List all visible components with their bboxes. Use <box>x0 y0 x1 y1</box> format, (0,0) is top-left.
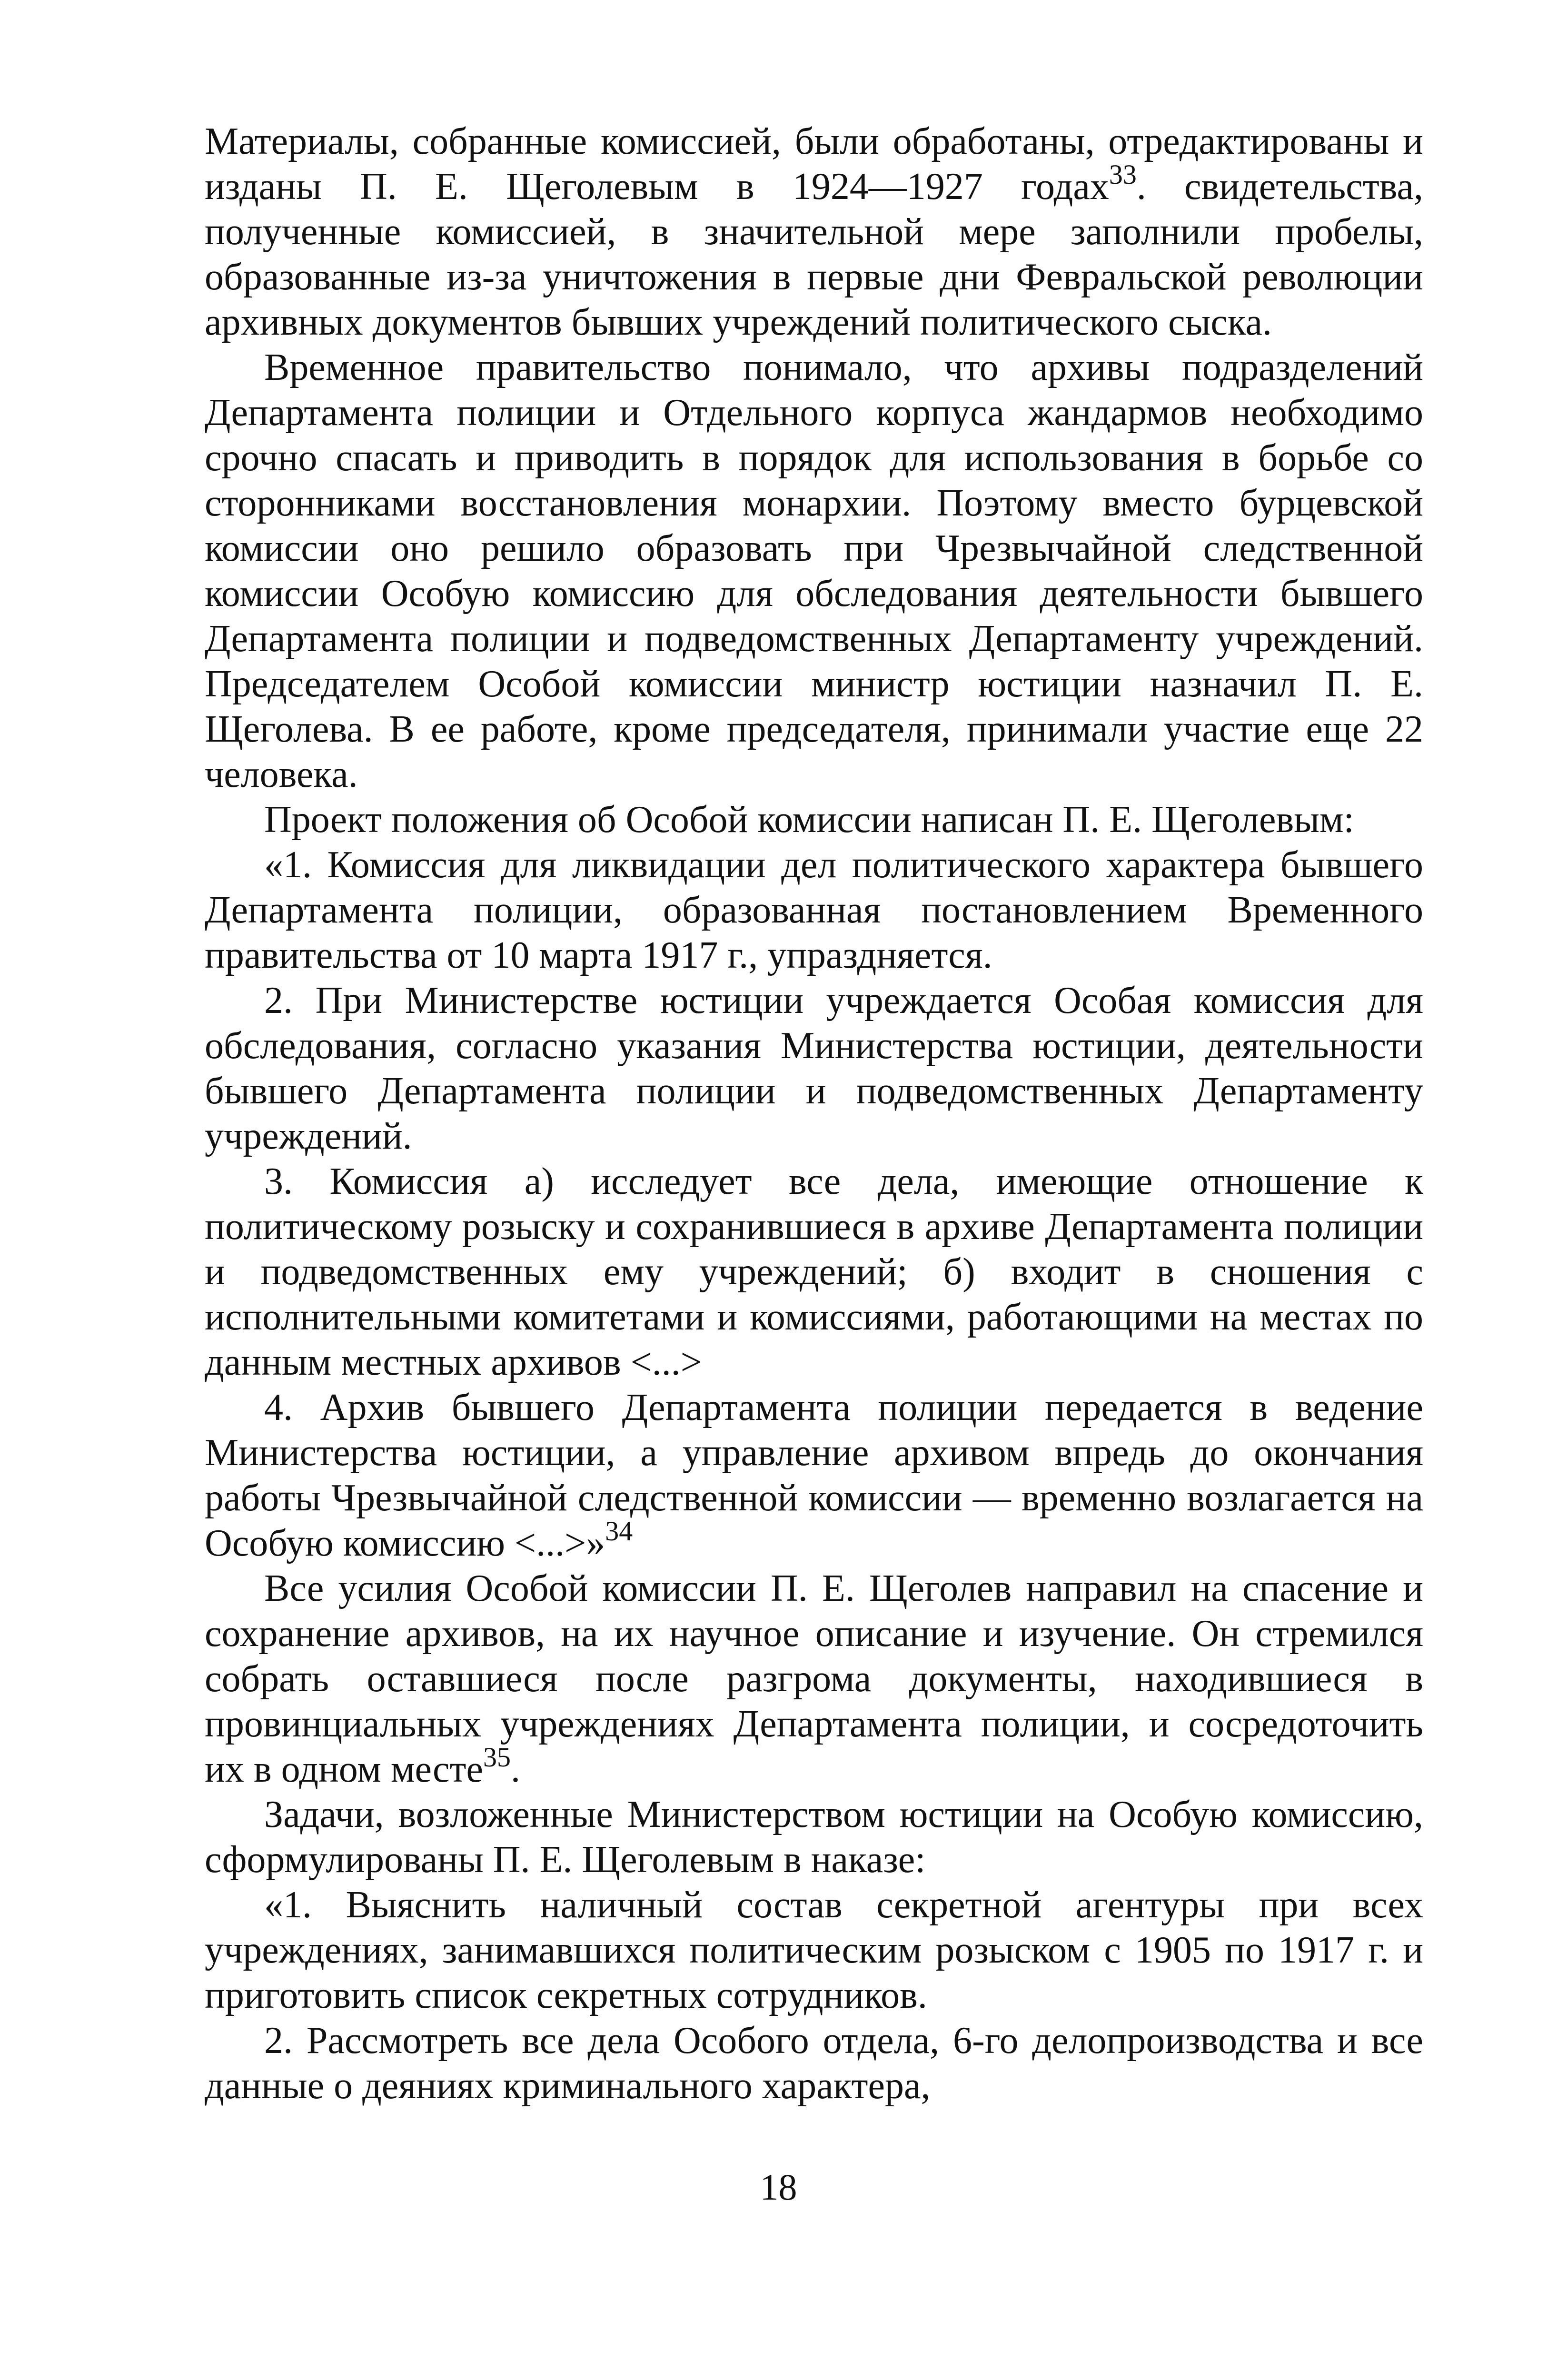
paragraph <box>205 345 1423 797</box>
paragraph <box>205 1159 1423 1385</box>
paragraph-text: 2. При Министерстве юстиции учреждается Особая комиссия для обследования, согласно указания Министерства юстиции, деятельности бывшего Департамента полиции и подведомственных Департаменту учреждений. <box>205 980 1423 1157</box>
footnote-ref: 33 <box>1109 159 1137 190</box>
paragraph <box>205 797 1423 843</box>
body-text <box>205 119 1423 2109</box>
paragraph <box>205 1566 1423 1792</box>
paragraph-text: 3. Комиссия а) исследует все дела, имеющие отношение к политическому розыску и сохранившиеся в архиве Департамента полиции и подведомственных ему учреждений; б) входит в сношения с исполнительными комитетами и комиссиями, работающими на местах по данным местных архивов <...> <box>205 1160 1423 1383</box>
paragraph-text: Задачи, возложенные Министерством юстиции на Особую комиссию, сформулированы П. Е. Щеголевым в наказе: <box>205 1794 1423 1881</box>
paragraph <box>205 1883 1423 2018</box>
paragraph-text: 4. Архив бывшего Департамента полиции передается в ведение Министерства юстиции, а управление архивом впредь до окончания работы Чрезвычайной следственной комиссии — временно возлагается на Особую комиссию <...>» <box>205 1387 1423 1564</box>
paragraph-text: «1. Выяснить наличный состав секретной агентуры при всех учреждениях, занимавшихся политическим розыском с 1905 по 1917 г. и приготовить список секретных сотрудников. <box>205 1884 1423 2016</box>
paragraph <box>205 2018 1423 2109</box>
page-number: 18 <box>760 2166 797 2208</box>
paragraph-text: Все усилия Особой комиссии П. Е. Щеголев направил на спасение и сохранение архивов, на их научное описание и изучение. Он стремился собрать оставшиеся после разгрома документы, находившиеся в провинциальных учреждениях Департамента полиции, и сосредоточить их в одном месте <box>205 1567 1423 1790</box>
paragraph-text: «1. Комиссия для ликвидации дел политического характера бывшего Департамента полиции, образованная постановлением Временного правительства от 10 марта 1917 г., упраздняется. <box>205 844 1423 976</box>
paragraph-text: Временное правительство понимало, что архивы подразделений Департамента полиции и Отдельного корпуса жандармов необходимо срочно спасать и приводить в порядок для использования в борьбе со сторонниками восстановления монархии. Поэтому вместо бурцевской комиссии оно решило образовать при Чрезвычайной следственной комиссии Особую комиссию для обследования деятельности бывшего Департамента полиции и подведомственных Департаменту учреждений. Председателем Особой комиссии министр юстиции назначил П. Е. Щеголева. В ее работе, кроме председателя, принимали участие еще 22 человека. <box>205 347 1423 795</box>
paragraph-text: Проект положения об Особой комиссии написан П. Е. Щеголевым: <box>264 799 1354 841</box>
footnote-ref: 35 <box>483 1742 511 1773</box>
paragraph-tail: . <box>511 1748 520 1790</box>
paragraph-tail: . свидетельства, полученные комиссией, в значительной мере заполнили пробелы, образованные из-за уничтожения в первые дни Февральской революции архивных документов бывших учреждений политического сыска. <box>205 166 1424 343</box>
paragraph <box>205 1385 1423 1566</box>
paragraph <box>205 119 1423 345</box>
paragraph-text: Материалы, собранные комиссией, были обработаны, отредактированы и изданы П. Е. Щеголевым в 1924—1927 годах <box>205 120 1423 208</box>
paragraph <box>205 1792 1423 1883</box>
paragraph-text: 2. Рассмотреть все дела Особого отдела, 6-го делопроизводства и все данные о деяниях криминального характера, <box>205 2020 1423 2107</box>
paragraph <box>205 978 1423 1159</box>
footnote-ref: 34 <box>605 1516 633 1547</box>
paragraph <box>205 843 1423 978</box>
